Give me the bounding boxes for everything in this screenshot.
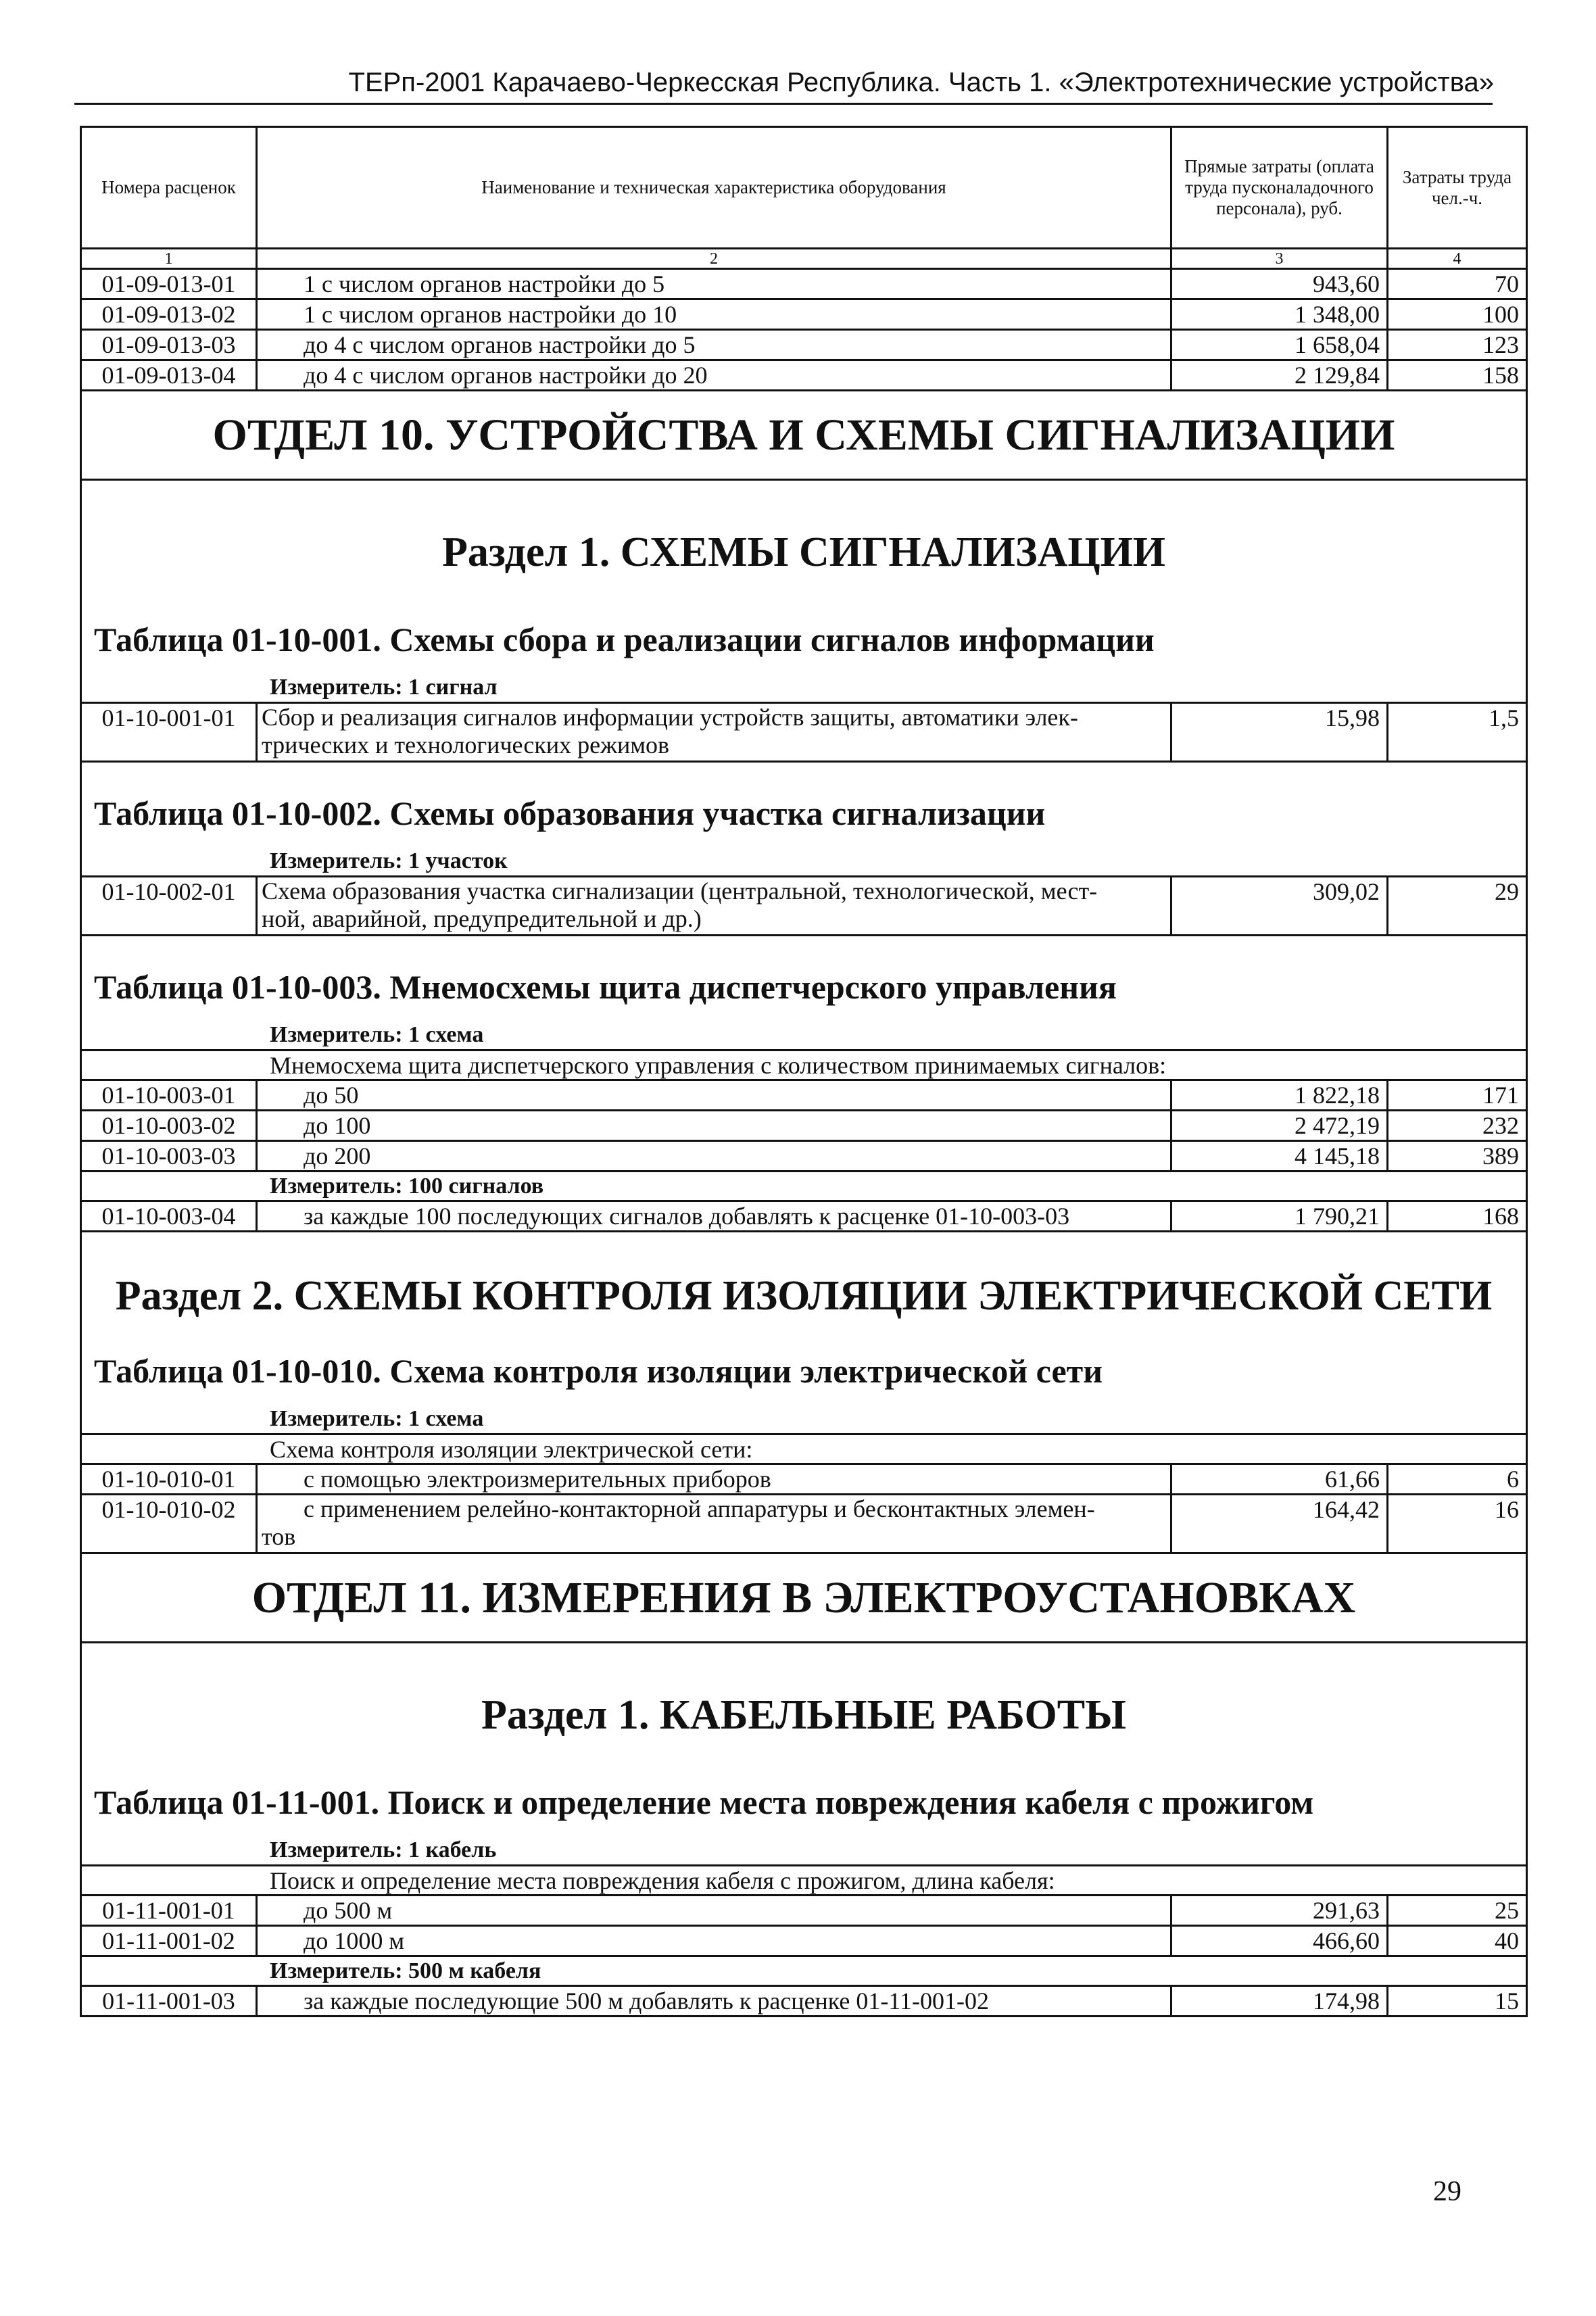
header-rule [74,103,1493,105]
group-description: Поиск и определение места повреждения кабеля с прожигом, длина кабеля: [82,1866,1526,1896]
table-header-row [82,128,1526,249]
measure-unit: Измеритель: 1 кабель [82,1835,1526,1866]
rate-name [258,1495,1172,1552]
rate-cost: 15,98 [1172,704,1388,761]
rate-code: 01-10-003-01 [82,1081,258,1109]
rate-labor: 1,5 [1489,704,1519,731]
rate-labor: 70 [1495,270,1519,297]
table-row [82,300,1526,331]
col-number: 3 [1172,249,1388,268]
rate-name-line: с применением релейно-контакторной аппаратуры и бесконтактных элемен- [304,1495,1095,1522]
rate-cost: 309,02 [1172,877,1388,934]
rate-code: 01-10-010-02 [82,1495,258,1552]
rate-code: 01-11-001-01 [82,1896,258,1925]
col-header-name: Наименование и техническая характеристика оборудования [258,128,1172,247]
section-heading-otdel-10: ОТДЕЛ 10. УСТРОЙСТВА И СХЕМЫ СИГНАЛИЗАЦИИ [82,391,1526,481]
rate-labor: 100 [1482,301,1519,328]
rate-code: 01-10-010-01 [82,1465,258,1493]
measure-unit: Измеритель: 100 сигналов [82,1172,1526,1202]
rate-name: за каждые последующие 500 м добавлять к расценке 01-11-001-02 [258,1987,1172,2015]
rate-name-line: трических и технологических режимов [262,731,670,758]
section-heading-otdel-11: ОТДЕЛ 11. ИЗМЕРЕНИЯ В ЭЛЕКТРОУСТАНОВКАХ [82,1554,1526,1643]
table-row [82,1142,1526,1172]
rate-labor: 16 [1495,1496,1519,1523]
rate-cost: 2 129,84 [1172,361,1388,389]
table-row [82,1987,1526,2017]
rate-name: до 1000 м [258,1927,1172,1955]
rate-cost: 4 145,18 [1172,1142,1388,1170]
rate-code: 01-09-013-01 [82,270,258,298]
table-row [82,270,1526,300]
rate-name-line: Сбор и реализация сигналов информации устройств защиты, автоматики элек- [262,704,1078,731]
table-title: Таблица 01-10-010. Схема контроля изоляции электрической сети [94,1352,1103,1390]
rate-labor: 25 [1495,1897,1519,1924]
rate-name: с помощью электроизмерительных приборов [258,1465,1172,1493]
col-header-codes: Номера расценок [82,128,258,247]
col-number: 2 [258,249,1172,268]
rate-labor: 123 [1482,331,1519,358]
table-row [82,877,1526,936]
col-number: 4 [1453,250,1461,268]
measure-unit: Измеритель: 1 сигнал [82,673,1526,704]
table-row [82,1202,1526,1232]
rate-code: 01-11-001-02 [82,1927,258,1955]
rate-name: за каждые 100 последующих сигналов добавлять к расценке 01-10-003-03 [258,1202,1172,1230]
rate-name: до 500 м [258,1896,1172,1925]
col-header-labor: Затраты труда чел.-ч. [1402,166,1512,208]
group-description: Мнемосхема щита диспетчерского управления с количеством принимаемых сигналов: [82,1051,1526,1081]
rate-cost: 1 790,21 [1172,1202,1388,1230]
rate-labor: 40 [1495,1927,1519,1954]
rate-code: 01-09-013-03 [82,331,258,359]
rate-code: 01-10-002-01 [82,877,258,934]
rate-name [258,877,1172,934]
table-row [82,1465,1526,1495]
rate-labor: 171 [1482,1082,1519,1109]
rate-name-line: Схема образования участка сигнализации (центральной, технологической, мест- [262,877,1098,904]
rate-labor: 15 [1495,1987,1519,2015]
rate-code: 01-09-013-02 [82,300,258,329]
measure-unit: Измеритель: 1 схема [82,1020,1526,1051]
table-title: Таблица 01-10-003. Мнемосхемы щита диспетчерского управления [94,968,1117,1006]
rate-code: 01-10-003-03 [82,1142,258,1170]
rate-cost: 466,60 [1172,1927,1388,1955]
table-title: Таблица 01-11-001. Поиск и определение места повреждения кабеля с прожигом [94,1783,1314,1821]
rate-cost: 291,63 [1172,1896,1388,1925]
rate-labor: 6 [1507,1466,1519,1493]
rate-code: 01-10-001-01 [82,704,258,761]
rate-code: 01-10-003-04 [82,1202,258,1230]
rate-name: до 100 [258,1111,1172,1140]
column-numbers-row [82,249,1526,270]
table-row [82,361,1526,391]
page-number: 29 [1433,2176,1461,2207]
rate-name: до 50 [258,1081,1172,1109]
rate-labor: 29 [1495,878,1519,905]
rate-code: 01-10-003-02 [82,1111,258,1140]
rate-cost: 1 658,04 [1172,331,1388,359]
subsection-heading: Раздел 1. СХЕМЫ СИГНАЛИЗАЦИИ [441,529,1166,575]
table-row [82,331,1526,361]
measure-unit: Измеритель: 500 м кабеля [82,1957,1526,1987]
group-description: Схема контроля изоляции электрической сети: [82,1435,1526,1465]
rate-labor: 168 [1482,1203,1519,1230]
running-header: ТЕРп-2001 Карачаево-Черкесская Республика. Часть 1. «Электротехнические устройства» [348,68,1494,97]
rate-code: 01-11-001-03 [82,1987,258,2015]
rate-cost: 164,42 [1172,1495,1388,1552]
rate-cost: 1 348,00 [1172,300,1388,329]
rate-cost: 174,98 [1172,1987,1388,2015]
rate-labor: 232 [1482,1112,1519,1139]
table-title: Таблица 01-10-002. Схемы образования участка сигнализации [94,794,1046,832]
rate-name: 1 с числом органов настройки до 5 [258,270,1172,298]
table-row [82,1081,1526,1111]
subsection-heading: Раздел 2. СХЕМЫ КОНТРОЛЯ ИЗОЛЯЦИИ ЭЛЕКТРИЧЕСКОЙ СЕТИ [115,1273,1493,1319]
rate-cost: 61,66 [1172,1465,1388,1493]
col-number: 1 [82,249,258,268]
rates-table [80,126,1528,2017]
table-row [82,1111,1526,1142]
col-header-cost: Прямые затраты (оплата труда пусконаладочного персонала), руб. [1172,128,1388,247]
rate-name [258,704,1172,761]
rate-name-line: ной, аварийной, предупредительной и др.) [262,905,702,932]
rate-labor: 158 [1482,362,1519,389]
rate-code: 01-09-013-04 [82,361,258,389]
measure-unit: Измеритель: 1 схема [82,1404,1526,1435]
table-row [82,1896,1526,1927]
measure-unit: Измеритель: 1 участок [82,846,1526,877]
rate-cost: 2 472,19 [1172,1111,1388,1140]
rate-name: до 4 с числом органов настройки до 20 [258,361,1172,389]
table-row [82,1495,1526,1554]
rate-name: 1 с числом органов настройки до 10 [258,300,1172,329]
rate-cost: 1 822,18 [1172,1081,1388,1109]
rate-name: до 4 с числом органов настройки до 5 [258,331,1172,359]
table-title: Таблица 01-10-001. Схемы сбора и реализации сигналов информации [94,621,1155,658]
rate-cost: 943,60 [1172,270,1388,298]
rate-name-line: тов [262,1523,296,1550]
rate-name: до 200 [258,1142,1172,1170]
table-row [82,1927,1526,1957]
table-row [82,704,1526,763]
subsection-heading: Раздел 1. КАБЕЛЬНЫЕ РАБОТЫ [481,1692,1126,1738]
rate-labor: 389 [1482,1142,1519,1169]
